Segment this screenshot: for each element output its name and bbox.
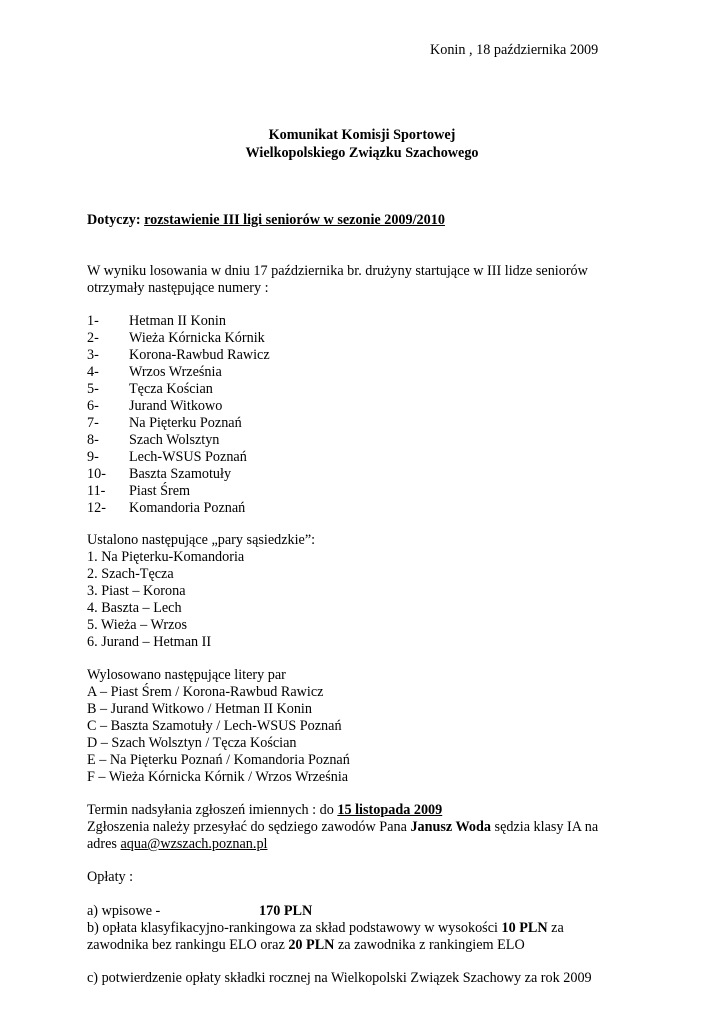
- team-number: 7-: [87, 415, 99, 431]
- fee-b-line2-end: za zawodnika z rankingiem ELO: [334, 937, 525, 953]
- fee-b-amount2: 20 PLN: [288, 937, 335, 953]
- team-number: 12-: [87, 500, 106, 516]
- fee-b-line1: [87, 920, 564, 937]
- team-number: 9-: [87, 449, 99, 465]
- team-number: 1-: [87, 313, 99, 329]
- intro-line2: otrzymały następujące numery :: [87, 280, 269, 296]
- team-number: 8-: [87, 432, 99, 448]
- team-name: Tęcza Kościan: [129, 381, 213, 397]
- pairs-heading: Ustalono następujące „pary sąsiedzkie”:: [87, 532, 316, 548]
- team-number: 4-: [87, 364, 99, 380]
- submission-post: sędzia klasy IA na: [491, 819, 599, 835]
- team-number: 11-: [87, 483, 106, 499]
- fee-a-label: a) wpisowe -: [87, 903, 161, 919]
- pair-item: 4. Baszta – Lech: [87, 600, 182, 616]
- email-link[interactable]: aqua@wzszach.poznan.pl: [120, 836, 268, 852]
- team-number: 6-: [87, 398, 99, 414]
- deadline-text: Termin nadsyłania zgłoszeń imiennych : do: [87, 802, 338, 818]
- pair-item: 2. Szach-Tęcza: [87, 566, 174, 582]
- pair-item: 6. Jurand – Hetman II: [87, 634, 212, 650]
- fee-b-text-end: za: [547, 920, 564, 936]
- fee-b-line2-text: zawodnika bez rankingu ELO oraz: [87, 937, 289, 953]
- team-name: Baszta Szamotuły: [129, 466, 232, 482]
- header-title-line1: Komunikat Komisji Sportowej: [268, 127, 456, 143]
- deadline-date: 15 listopada 2009: [337, 802, 443, 818]
- team-name: Jurand Witkowo: [129, 398, 223, 414]
- date-line: Konin , 18 października 2009: [430, 42, 599, 58]
- team-name: Piast Śrem: [129, 483, 191, 499]
- pair-item: 5. Wieża – Wrzos: [87, 617, 187, 633]
- deadline-line: [87, 802, 442, 819]
- fee-c-line: c) potwierdzenie opłaty składki rocznej na Wielkopolski Związek Szachowy za rok 2009: [87, 970, 592, 986]
- intro-line1: W wyniku losowania w dniu 17 października br. drużyny startujące w III lidze seniorów: [87, 263, 588, 279]
- letter-item: A – Piast Śrem / Korona-Rawbud Rawicz: [87, 684, 324, 700]
- team-name: Na Pięterku Poznań: [129, 415, 242, 431]
- team-number: 2-: [87, 330, 99, 346]
- team-name: Hetman II Konin: [129, 313, 226, 329]
- header-title-line2: Wielkopolskiego Związku Szachowego: [245, 145, 479, 161]
- letter-item: C – Baszta Szamotuły / Lech-WSUS Poznań: [87, 718, 342, 734]
- team-name: Wieża Kórnicka Kórnik: [129, 330, 265, 346]
- letter-item: B – Jurand Witkowo / Hetman II Konin: [87, 701, 312, 717]
- judge-name: Janusz Woda: [410, 819, 491, 835]
- team-name: Lech-WSUS Poznań: [129, 449, 247, 465]
- subject-text: rozstawienie III ligi seniorów w sezonie 2009/2010: [144, 212, 445, 228]
- team-number: 10-: [87, 466, 106, 482]
- team-name: Szach Wolsztyn: [129, 432, 220, 448]
- fee-a-amount: 170 PLN: [259, 903, 313, 919]
- subject-line: [87, 212, 445, 229]
- pair-item: 3. Piast – Korona: [87, 583, 186, 599]
- letter-item: D – Szach Wolsztyn / Tęcza Kościan: [87, 735, 297, 751]
- team-name: Komandoria Poznań: [129, 500, 246, 516]
- letter-item: F – Wieża Kórnicka Kórnik / Wrzos Września: [87, 769, 349, 785]
- subject-label: Dotyczy:: [87, 212, 141, 228]
- letters-heading: Wylosowano następujące litery par: [87, 667, 286, 683]
- fee-b-line2: [87, 937, 525, 954]
- team-name: Korona-Rawbud Rawicz: [129, 347, 270, 363]
- fees-heading: Opłaty :: [87, 869, 134, 885]
- submission-line: [87, 819, 598, 836]
- team-number: 3-: [87, 347, 99, 363]
- fee-b-amount1: 10 PLN: [501, 920, 548, 936]
- pair-item: 1. Na Pięterku-Komandoria: [87, 549, 245, 565]
- submission-pre: Zgłoszenia należy przesyłać do sędziego zawodów Pana: [87, 819, 411, 835]
- letter-item: E – Na Pięterku Poznań / Komandoria Poznań: [87, 752, 350, 768]
- team-number: 5-: [87, 381, 99, 397]
- address-line: [87, 836, 267, 853]
- team-name: Wrzos Września: [129, 364, 222, 380]
- address-label: adres: [87, 836, 121, 852]
- fee-b-text: b) opłata klasyfikacyjno-rankingowa za skład podstawowy w wysokości: [87, 920, 502, 936]
